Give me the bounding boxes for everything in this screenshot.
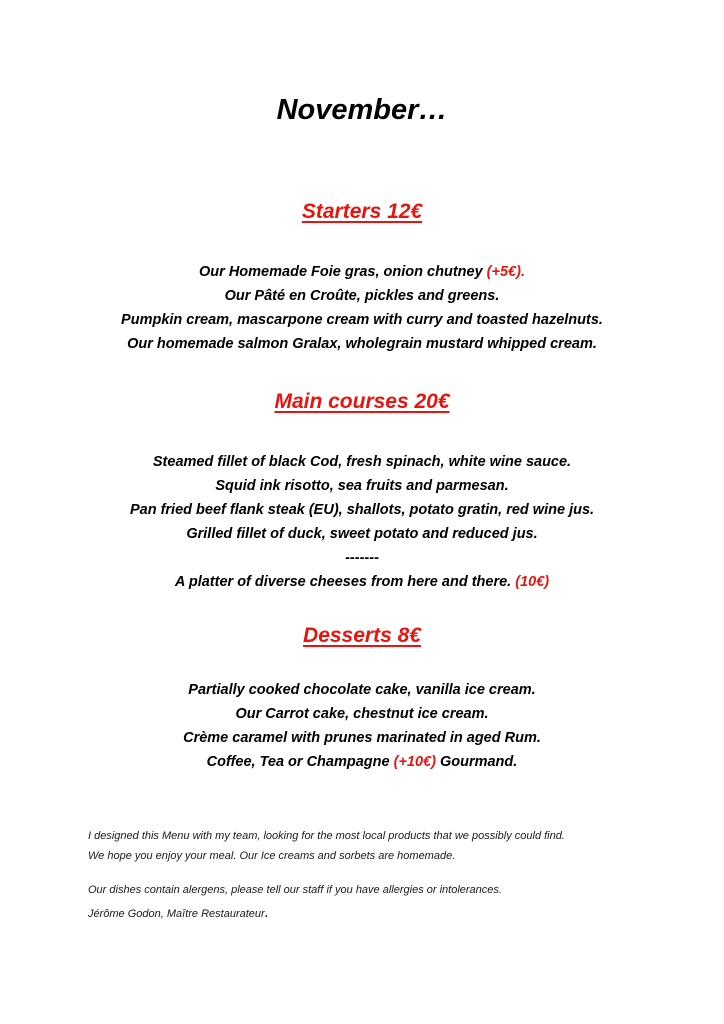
- item-text: Steamed fillet of black Cod, fresh spinach, white wine sauce.: [152, 454, 572, 470]
- menu-item: [0, 678, 724, 702]
- section-main-courses: [0, 388, 724, 594]
- item-text: Grilled fillet of duck, sweet potato and reduced jus.: [186, 526, 538, 542]
- separator-text: -------: [345, 550, 379, 566]
- item-price: (+10€): [393, 754, 436, 770]
- section-desserts: [0, 622, 724, 774]
- starters-list: [0, 260, 724, 356]
- menu-item: [0, 726, 724, 750]
- item-price: (10€): [515, 574, 550, 590]
- desserts-list: [0, 678, 724, 774]
- menu-item: [0, 498, 724, 522]
- footer-signature: [88, 904, 688, 924]
- menu-item: [0, 474, 724, 498]
- item-suffix: .: [520, 264, 525, 280]
- signature-end: .: [264, 908, 268, 920]
- item-suffix: Gourmand.: [435, 754, 518, 770]
- item-text: Partially cooked chocolate cake, vanilla ice cream.: [188, 682, 536, 698]
- menu-item: [0, 702, 724, 726]
- footer-note-1: I designed this Menu with my team, looking for the most local products that we possibly could find.: [88, 830, 565, 842]
- item-text: Squid ink risotto, sea fruits and parmesan.: [215, 478, 509, 494]
- menu-item: [0, 750, 724, 774]
- item-price: (+5€): [486, 264, 521, 280]
- menu-item: [0, 450, 724, 474]
- main-courses-list: [0, 450, 724, 594]
- section-heading-starters: Starters 12€: [301, 200, 423, 223]
- item-text: Our Homemade Foie gras, onion chutney: [199, 264, 487, 280]
- item-text: Our Carrot cake, chestnut ice cream.: [235, 706, 489, 722]
- footer-note-2: We hope you enjoy your meal. Our Ice creams and sorbets are homemade.: [88, 850, 456, 862]
- menu-item: [0, 308, 724, 332]
- menu-footer: [88, 826, 688, 924]
- item-text: Our homemade salmon Gralax, wholegrain mustard whipped cream.: [127, 336, 597, 352]
- menu-item: [0, 522, 724, 546]
- item-text: Crème caramel with prunes marinated in aged Rum.: [183, 730, 541, 746]
- menu-item: [0, 332, 724, 356]
- section-heading-main-courses: Main courses 20€: [274, 390, 450, 413]
- menu-title: November…: [276, 94, 448, 126]
- item-text: Coffee, Tea or Champagne: [206, 754, 394, 770]
- item-text: Pan fried beef flank steak (EU), shallots, potato gratin, red wine jus.: [129, 502, 595, 518]
- menu-item: [0, 284, 724, 308]
- section-heading-desserts: Desserts 8€: [303, 624, 421, 647]
- signature-name: Jérôme Godon, Maître Restaurateur: [88, 908, 265, 920]
- footer-allergen-note: Our dishes contain alergens, please tell our staff if you have allergies or intolerances.: [88, 884, 502, 896]
- menu-item: [0, 570, 724, 594]
- item-text: Pumpkin cream, mascarpone cream with curry and toasted hazelnuts.: [121, 312, 603, 328]
- section-starters: [0, 198, 724, 356]
- separator: [0, 546, 724, 570]
- item-text: A platter of diverse cheeses from here and there.: [174, 574, 516, 590]
- item-text: Our Pâté en Croûte, pickles and greens.: [224, 288, 500, 304]
- menu-item: [0, 260, 724, 284]
